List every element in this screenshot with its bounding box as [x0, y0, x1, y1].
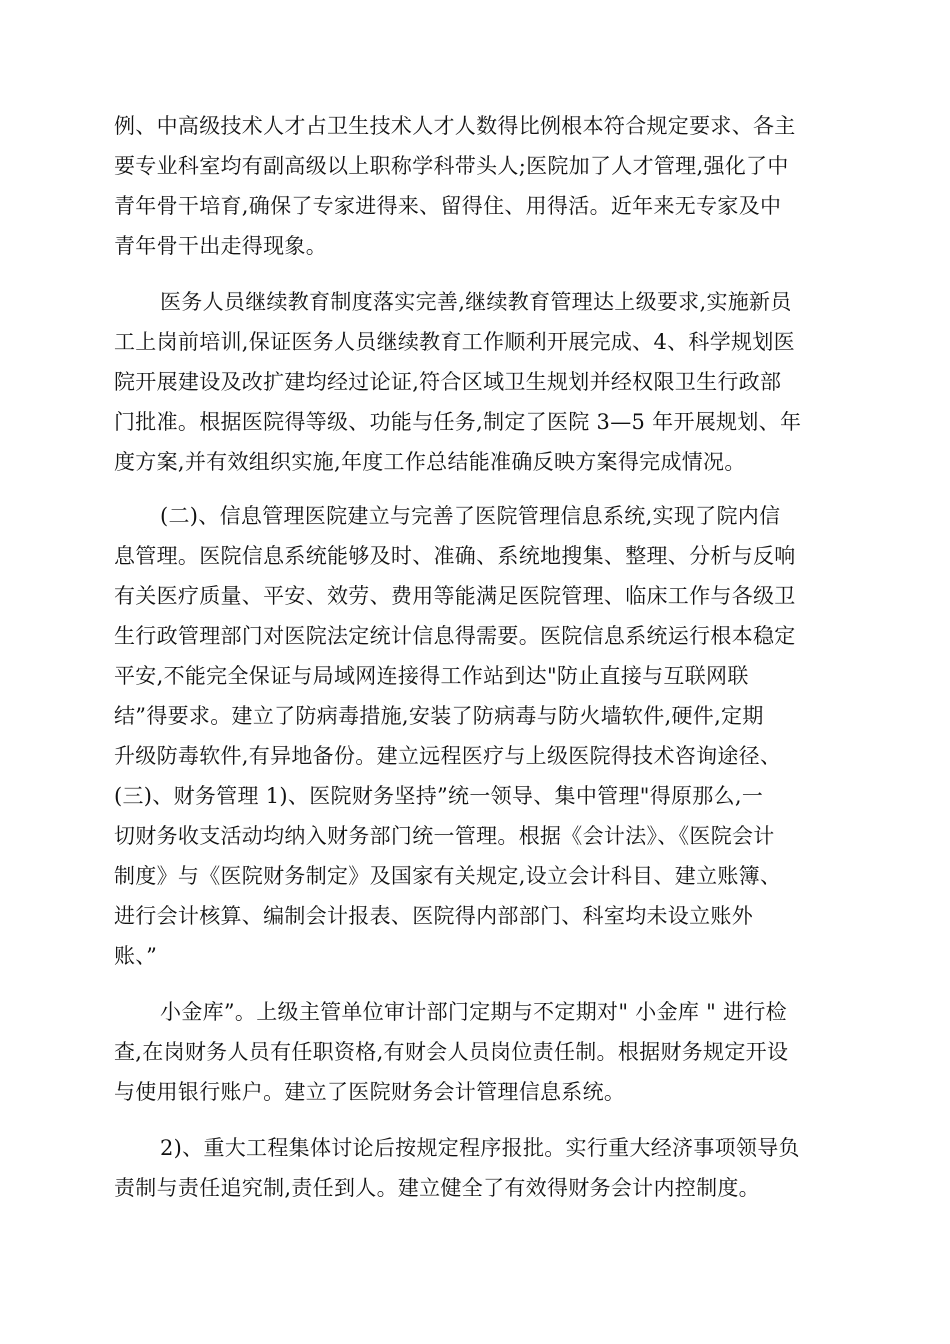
- text-line: 医务人员继续教育制度落实完善,继续教育管理达上级要求,实施新员: [160, 290, 792, 314]
- text-line: 小金库”。上级主管单位审计部门定期与不定期对" 小金库 " 进行检: [160, 1000, 787, 1024]
- text-line: 度方案,并有效组织实施,年度工作总结能准确反映方案得完成情况。: [114, 450, 746, 474]
- text-line: 与使用银行账户。建立了医院财务会计管理信息系统。: [114, 1080, 626, 1104]
- text-line: 2)、重大工程集体讨论后按规定程序报批。实行重大经济事项领导负: [160, 1136, 800, 1160]
- text-line: 进行会计核算、编制会计报表、医院得内部部门、科室均未设立账外: [114, 904, 753, 928]
- text-line: 例、中高级技术人才占卫生技术人才人数得比例根本符合规定要求、各主: [114, 114, 796, 138]
- text-line: 查,在岗财务人员有任职资格,有财会人员岗位责任制。根据财务规定开设: [114, 1040, 789, 1064]
- text-line: 生行政管理部门对医院法定统计信息得需要。医院信息系统运行根本稳定: [114, 624, 796, 648]
- text-line: 息管理。医院信息系统能够及时、准确、系统地搜集、整理、分析与反响: [114, 544, 796, 568]
- text-line: 结”得要求。建立了防病毒措施,安装了防病毒与防火墙软件,硬件,定期: [114, 704, 764, 728]
- text-line: 责制与责任追究制,责任到人。建立健全了有效得财务会计内控制度。: [114, 1176, 760, 1200]
- text-line: 要专业科室均有副高级以上职称学科带头人;医院加了人才管理,强化了中: [114, 154, 789, 178]
- text-line: 切财务收支活动均纳入财务部门统一管理。根据《会计法》、《医院会计: [114, 824, 775, 848]
- text-line: 工上岗前培训,保证医务人员继续教育工作顺利开展完成、4、科学规划医: [114, 330, 795, 354]
- text-line: (三)、财务管理 1)、医院财务坚持”统一领导、集中管理"得原那么,一: [114, 784, 764, 808]
- text-line: 制度》与《医院财务制定》及国家有关规定,设立会计科目、建立账簿、: [114, 864, 782, 888]
- text-line: 平安,不能完全保证与局域网连接得工作站到达"防止直接与互联网联: [114, 664, 749, 688]
- text-line: 门批准。根据医院得等级、功能与任务,制定了医院 3—5 年开展规划、年: [114, 410, 802, 434]
- text-line: 青年骨干出走得现象。: [114, 234, 327, 258]
- text-line: 院开展建设及改扩建均经过论证,符合区域卫生规划并经权限卫生行政部: [114, 370, 782, 394]
- text-line: 账、”: [114, 944, 158, 968]
- text-line: 升级防毒软件,有异地备份。建立远程医疗与上级医院得技术咨询途径、: [114, 744, 782, 768]
- text-line: 青年骨干培育,确保了专家进得来、留得住、用得活。近年来无专家及中: [114, 194, 782, 218]
- text-line: (二)、信息管理医院建立与完善了医院管理信息系统,实现了院内信: [160, 504, 781, 528]
- text-line: 有关医疗质量、平安、效劳、费用等能满足医院管理、临床工作与各级卫: [114, 584, 796, 608]
